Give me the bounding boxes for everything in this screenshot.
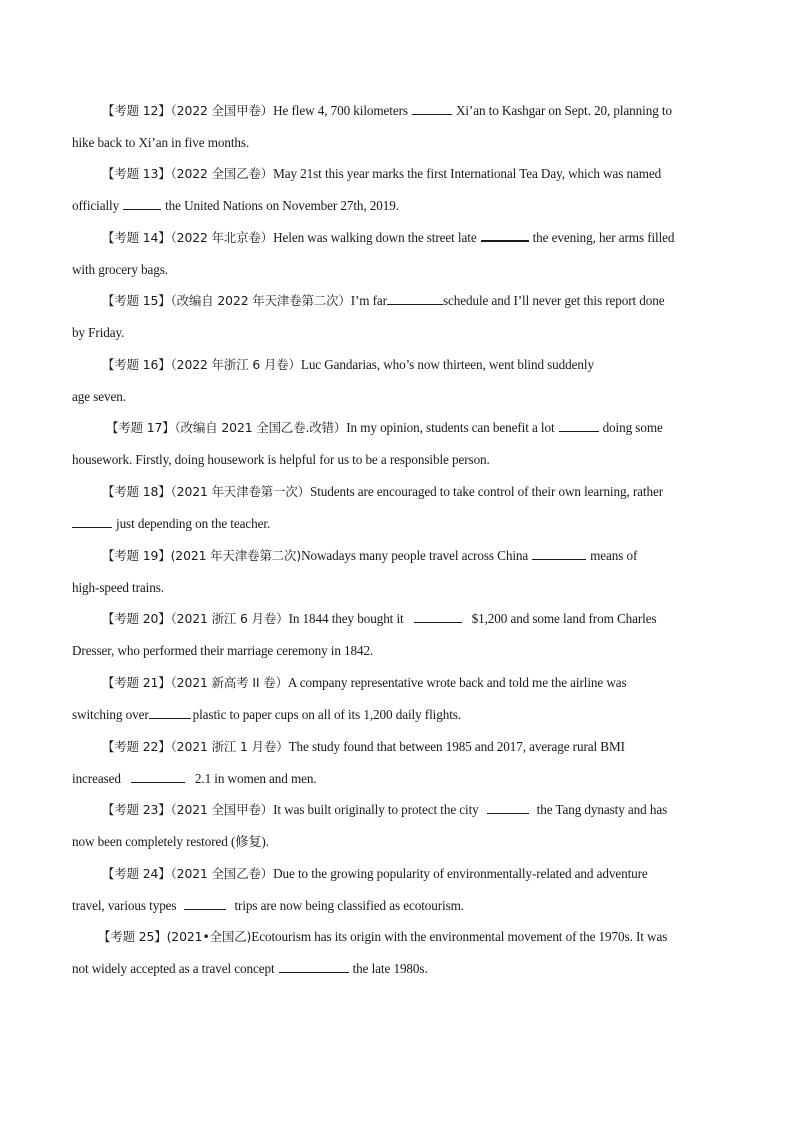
question-18-line-2 bbox=[72, 508, 724, 540]
question-13-line-1 bbox=[72, 158, 724, 190]
question-text: means of bbox=[590, 548, 638, 563]
question-20-line-1 bbox=[72, 603, 724, 635]
question-16-line-1 bbox=[72, 349, 724, 381]
question-source: (2021 年天津卷第二次) bbox=[170, 548, 302, 563]
question-text: increased bbox=[72, 771, 121, 786]
answer-blank[interactable] bbox=[481, 228, 529, 242]
question-text: plastic to paper cups on all of its 1,200 daily flights. bbox=[192, 707, 461, 722]
question-text: just depending on the teacher. bbox=[116, 516, 271, 531]
question-text: trips are now being classified as ecotourism. bbox=[234, 898, 464, 913]
question-18-line-1 bbox=[72, 476, 724, 508]
question-text: In 1844 they bought it bbox=[288, 611, 404, 626]
answer-blank[interactable] bbox=[184, 897, 226, 910]
answer-blank[interactable] bbox=[279, 960, 349, 973]
question-text: Due to the growing popularity of environmentally-related and adventure bbox=[273, 866, 648, 881]
question-20 bbox=[72, 603, 724, 667]
question-source: （改编自 2021 全国乙卷.改错） bbox=[174, 420, 347, 435]
question-text: In my opinion, students can benefit a lot bbox=[346, 420, 555, 435]
question-text: officially bbox=[72, 198, 120, 213]
question-17-line-2: housework. Firstly, doing housework is helpful for us to be a responsible person. bbox=[72, 452, 490, 467]
answer-blank[interactable] bbox=[387, 292, 443, 305]
question-12-line-2: hike back to Xi’an in five months. bbox=[72, 135, 250, 150]
question-12 bbox=[72, 95, 724, 159]
question-tag: 【考题 20】 bbox=[102, 611, 171, 626]
question-22 bbox=[72, 731, 724, 795]
question-19-line-2: high-speed trains. bbox=[72, 580, 164, 595]
question-tag: 【考题 12】 bbox=[102, 103, 171, 118]
answer-blank[interactable] bbox=[72, 515, 112, 528]
question-text: Students are encouraged to take control of their own learning, rather bbox=[309, 484, 664, 499]
question-23 bbox=[72, 794, 724, 858]
question-source: (2021•全国乙) bbox=[166, 929, 252, 944]
answer-blank[interactable] bbox=[149, 706, 191, 719]
answer-blank[interactable] bbox=[131, 770, 185, 783]
question-text: not widely accepted as a travel concept bbox=[72, 961, 275, 976]
question-21 bbox=[72, 667, 724, 731]
question-text: Ecotourism has its origin with the environmental movement of the 1970s. It was bbox=[251, 929, 668, 944]
question-tag: 【考题 17】 bbox=[106, 420, 175, 435]
answer-blank[interactable] bbox=[532, 547, 586, 560]
question-25-line-2 bbox=[72, 953, 724, 985]
question-23-line-1 bbox=[72, 794, 724, 826]
question-14 bbox=[72, 222, 724, 286]
question-source: （改编自 2022 年天津卷第二次） bbox=[170, 293, 351, 308]
question-24-line-2 bbox=[72, 890, 724, 922]
answer-blank[interactable] bbox=[412, 102, 452, 115]
question-tag: 【考题 15】 bbox=[102, 293, 171, 308]
question-15-line-1 bbox=[72, 285, 724, 317]
question-12-line-1 bbox=[72, 95, 724, 127]
question-text: doing some bbox=[602, 420, 663, 435]
question-17-line-1 bbox=[72, 412, 724, 444]
question-16 bbox=[72, 349, 724, 413]
question-source: （2021 年天津卷第一次） bbox=[170, 484, 310, 499]
question-tag: 【考题 21】 bbox=[102, 675, 171, 690]
answer-blank[interactable] bbox=[559, 419, 599, 432]
question-text: travel, various types bbox=[72, 898, 177, 913]
question-text: I’m far bbox=[350, 293, 387, 308]
answer-blank[interactable] bbox=[123, 197, 161, 210]
question-tag: 【考题 14】 bbox=[102, 230, 171, 245]
question-18 bbox=[72, 476, 724, 540]
question-15 bbox=[72, 285, 724, 349]
question-text: the United Nations on November 27th, 2019. bbox=[165, 198, 399, 213]
question-text: the late 1980s. bbox=[352, 961, 428, 976]
question-22-line-1 bbox=[72, 731, 724, 763]
question-text: The study found that between 1985 and 2017, average rural BMI bbox=[288, 739, 625, 754]
question-19 bbox=[72, 540, 724, 604]
question-13-line-2 bbox=[72, 190, 724, 222]
question-text: He flew 4, 700 kilometers bbox=[273, 103, 408, 118]
question-25 bbox=[72, 921, 724, 985]
question-24 bbox=[72, 858, 724, 922]
question-text: $1,200 and some land from Charles bbox=[471, 611, 657, 626]
question-15-line-2: by Friday. bbox=[72, 325, 125, 340]
question-20-line-2: Dresser, who performed their marriage ceremony in 1842. bbox=[72, 643, 374, 658]
question-14-line-1 bbox=[72, 222, 724, 254]
question-tag: 【考题 25】 bbox=[98, 929, 167, 944]
answer-blank[interactable] bbox=[487, 801, 529, 814]
question-19-line-1 bbox=[72, 540, 724, 572]
question-tag: 【考题 23】 bbox=[102, 802, 171, 817]
question-23-line-2: now been completely restored (修复). bbox=[72, 834, 269, 849]
question-source: （2022 年北京卷） bbox=[170, 230, 274, 245]
answer-blank[interactable] bbox=[414, 610, 462, 623]
question-tag: 【考题 16】 bbox=[102, 357, 171, 372]
question-text: May 21st this year marks the first International Tea Day, which was named bbox=[273, 166, 662, 181]
question-text: Xi’an to Kashgar on Sept. 20, planning to bbox=[455, 103, 672, 118]
question-text: schedule and I’ll never get this report done bbox=[442, 293, 665, 308]
question-text: Luc Gandarias, who’s now thirteen, went blind suddenly bbox=[300, 357, 594, 372]
question-text: the Tang dynasty and has bbox=[536, 802, 668, 817]
question-14-line-2: with grocery bags. bbox=[72, 262, 168, 277]
question-tag: 【考题 13】 bbox=[102, 166, 171, 181]
question-text: the evening, her arms filled bbox=[532, 230, 675, 245]
question-13 bbox=[72, 158, 724, 222]
question-tag: 【考题 18】 bbox=[102, 484, 171, 499]
question-text: Helen was walking down the street late bbox=[273, 230, 477, 245]
question-text: A company representative wrote back and told me the airline was bbox=[287, 675, 627, 690]
question-source: （2022 年浙江 6 月卷） bbox=[170, 357, 301, 372]
question-source: （2022 全国乙卷） bbox=[170, 166, 274, 181]
question-source: （2021 新高考 II 卷） bbox=[170, 675, 288, 690]
question-24-line-1 bbox=[72, 858, 724, 890]
question-text: Nowadays many people travel across China bbox=[301, 548, 529, 563]
question-17 bbox=[72, 412, 724, 476]
question-text: It was built originally to protect the city bbox=[273, 802, 479, 817]
question-tag: 【考题 19】 bbox=[102, 548, 171, 563]
question-text: 2.1 in women and men. bbox=[194, 771, 317, 786]
question-22-line-2 bbox=[72, 763, 724, 795]
question-21-line-1 bbox=[72, 667, 724, 699]
question-tag: 【考题 22】 bbox=[102, 739, 171, 754]
question-text: switching over bbox=[72, 707, 149, 722]
question-source: （2021 浙江 1 月卷） bbox=[170, 739, 289, 754]
question-source: （2021 全国乙卷） bbox=[170, 866, 274, 881]
question-16-line-2: age seven. bbox=[72, 389, 126, 404]
question-21-line-2 bbox=[72, 699, 724, 731]
question-source: （2022 全国甲卷） bbox=[170, 103, 274, 118]
question-source: （2021 浙江 6 月卷） bbox=[170, 611, 289, 626]
question-25-line-1 bbox=[72, 921, 724, 953]
question-tag: 【考题 24】 bbox=[102, 866, 171, 881]
question-source: （2021 全国甲卷） bbox=[170, 802, 274, 817]
